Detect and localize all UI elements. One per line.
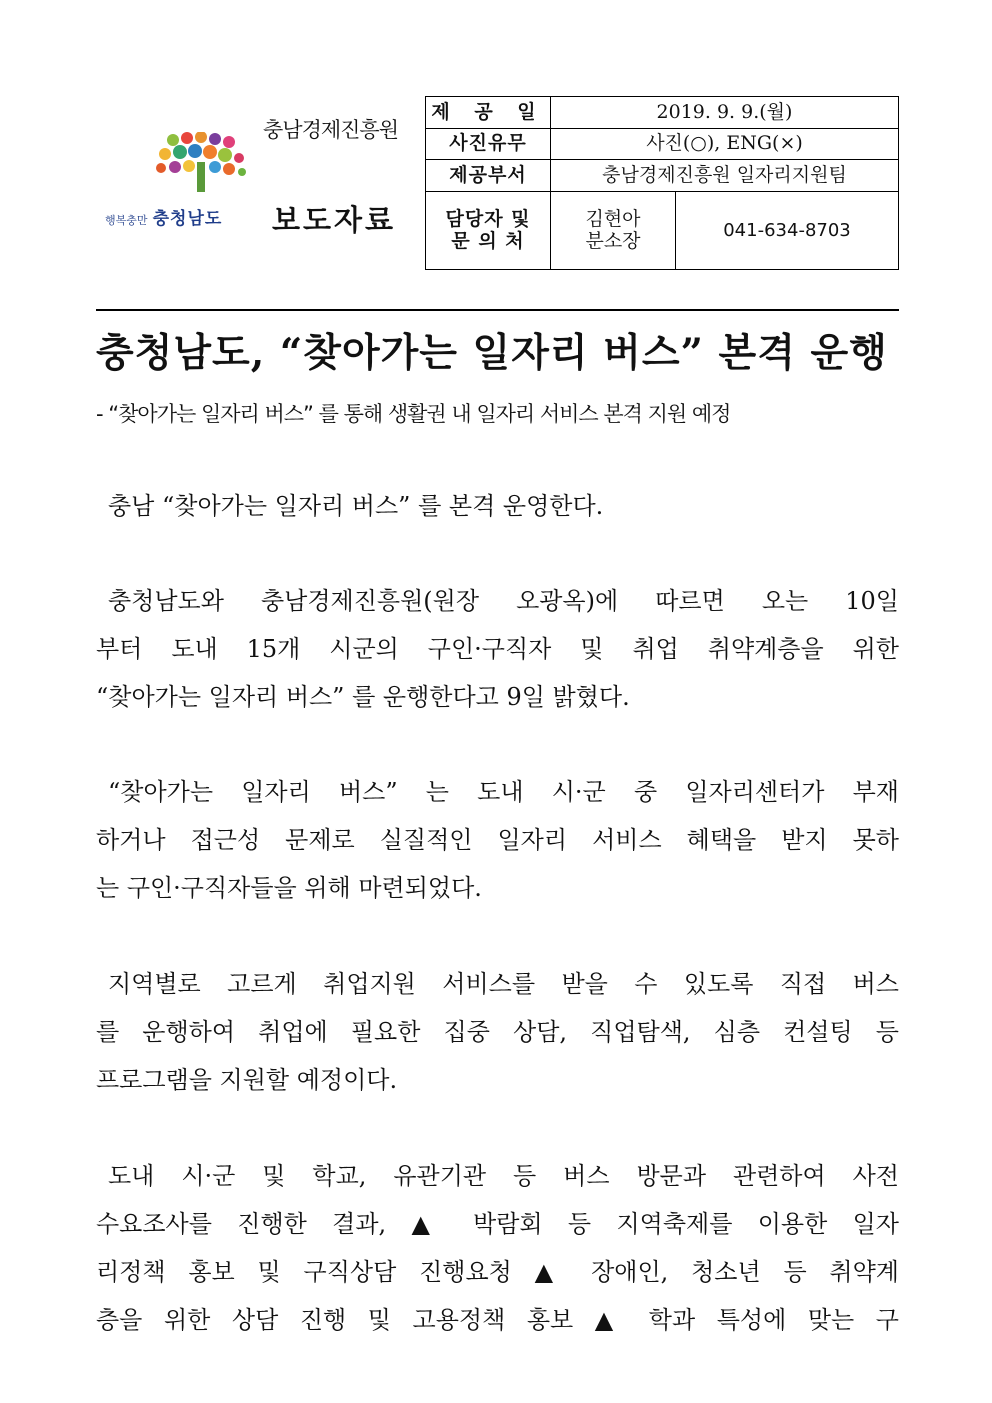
paragraph-line: 지역별로 고르게 취업지원 서비스를 받을 수 있도록 직접 버스 (108, 970, 899, 998)
dept-key: 제공부서 (426, 160, 551, 192)
article-title: 충청남도, “찾아가는 일자리 버스” 본격 운행 (96, 330, 888, 376)
paragraph-line: 충남 “찾아가는 일자리 버스” 를 본격 운영한다. (108, 492, 604, 520)
contact-key-line1: 담당자 및 (445, 207, 531, 230)
paragraph-line: 층을 위한 상담 진행 및 고용정책 홍보 ▲ 학과 특성에 맞는 구 (96, 1306, 899, 1334)
paragraph-line: 는 구인·구직자들을 위해 마련되었다. (96, 874, 482, 902)
paragraph-line: “찾아가는 일자리 버스” 를 운행한다고 9일 밝혔다. (96, 683, 630, 711)
contact-key (426, 191, 551, 269)
paragraph-line: 프로그램을 지원할 예정이다. (96, 1066, 398, 1094)
photo-value: 사진(○), ENG(×) (551, 128, 899, 160)
logo-name: 충청남도 (152, 209, 223, 229)
contact-title: 분소장 (585, 230, 641, 253)
tree-logo-icon (153, 132, 249, 194)
logo-text (105, 204, 250, 229)
logo-tagline: 행복충만 (105, 214, 148, 227)
chungnam-logo (105, 132, 250, 232)
contact-name: 김현아 (585, 207, 641, 230)
dept-value: 충남경제진흥원 일자리지원팀 (551, 160, 899, 192)
paragraph-line: 도내 시·군 및 학교, 유관기관 등 버스 방문과 관련하여 사전 (108, 1162, 899, 1190)
paragraph-3 (96, 768, 899, 912)
paragraph-4 (96, 960, 899, 1104)
paragraph-line: 충청남도와 충남경제진흥원(원장 오광옥)에 따르면 오는 10일 (108, 587, 899, 615)
paragraph-line: “찾아가는 일자리 버스” 는 도내 시·군 중 일자리센터가 부재 (108, 778, 899, 806)
header-divider (96, 309, 899, 311)
info-row-date (426, 97, 899, 129)
paragraph-line: 부터 도내 15개 시군의 구인·구직자 및 취업 취약계층을 위한 (96, 635, 899, 663)
paragraph-line: 를 운행하여 취업에 필요한 집중 상담, 직업탐색, 심층 컨설팅 등 (96, 1018, 899, 1046)
org-name: 충남경제진흥원 (263, 118, 399, 142)
release-info-table (425, 96, 899, 270)
info-row-photo (426, 128, 899, 160)
paragraph-1 (96, 482, 899, 530)
paragraph-2 (96, 577, 899, 721)
info-row-contact (426, 191, 899, 269)
paragraph-5 (96, 1152, 899, 1344)
date-value: 2019. 9. 9.(월) (551, 97, 899, 129)
contact-key-line2: 문 의 처 (451, 230, 525, 253)
contact-phone: 041-634-8703 (676, 191, 899, 269)
paragraph-line: 하거나 접근성 문제로 실질적인 일자리 서비스 혜택을 받지 못하 (96, 826, 899, 854)
photo-key: 사진유무 (426, 128, 551, 160)
contact-person (551, 191, 676, 269)
info-row-dept (426, 160, 899, 192)
article-subtitle: - “찾아가는 일자리 버스” 를 통해 생활권 내 일자리 서비스 본격 지원 예정 (96, 402, 731, 426)
press-release-label: 보도자료 (272, 203, 397, 237)
paragraph-line: 리정책 홍보 및 구직상담 진행요청 ▲ 장애인, 청소년 등 취약계 (96, 1258, 899, 1286)
paragraph-line: 수요조사를 진행한 결과, ▲ 박람회 등 지역축제를 이용한 일자 (96, 1210, 899, 1238)
date-key: 제 공 일 (426, 97, 551, 129)
